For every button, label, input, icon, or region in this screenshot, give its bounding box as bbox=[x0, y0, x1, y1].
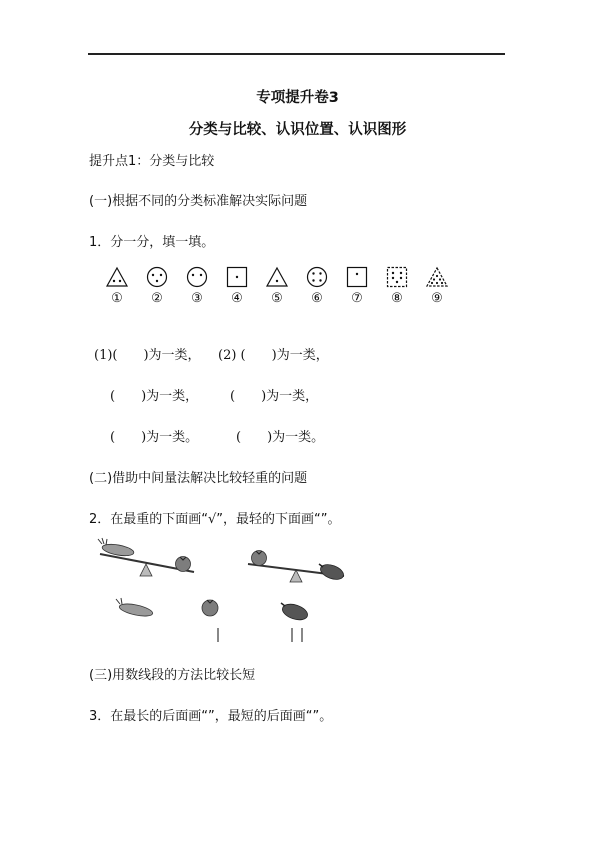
shape-item-4 bbox=[224, 266, 250, 306]
tomato-icon bbox=[202, 600, 218, 616]
balance-scale-1 bbox=[98, 538, 194, 576]
shape-item-3 bbox=[184, 266, 210, 306]
page-subtitle: 分类与比较、认识位置、认识图形 bbox=[188, 122, 407, 138]
question-3: 3．在最长的后面画“”，最短的后面画“”。 bbox=[89, 709, 333, 724]
shape-number: ⑨ bbox=[431, 291, 443, 306]
blank-row-3-a[interactable]: ( )为一类。 bbox=[110, 430, 199, 445]
shape-item-9 bbox=[424, 266, 450, 306]
shape-item-8 bbox=[384, 266, 410, 306]
improvement-point: 提升点1：分类与比较 bbox=[89, 154, 215, 169]
blank-row-3-b[interactable]: ( )为一类。 bbox=[236, 430, 325, 445]
shape-number: ④ bbox=[231, 291, 243, 306]
shape-number: ① bbox=[111, 291, 123, 306]
blank-row-1-a[interactable]: (1)( )为一类， bbox=[94, 348, 201, 363]
section-3-heading: (三)用数线段的方法比较长短 bbox=[89, 668, 256, 683]
triangle-dots-icon bbox=[425, 266, 449, 288]
balance-scale-2 bbox=[248, 551, 345, 583]
triangle-icon bbox=[105, 266, 129, 288]
shape-item-2 bbox=[144, 266, 170, 306]
question-2: 2．在最重的下面画“√”，最轻的下面画“”。 bbox=[89, 512, 341, 527]
tomato-icon bbox=[252, 551, 267, 566]
blank-row-2-b[interactable]: ( )为一类， bbox=[230, 389, 319, 404]
square-dot-icon bbox=[345, 266, 369, 288]
shape-number: ⑤ bbox=[271, 291, 283, 306]
eggplant-icon bbox=[319, 562, 346, 582]
page-title: 专项提升卷3 bbox=[256, 90, 339, 106]
shape-row bbox=[104, 266, 454, 316]
shape-number: ② bbox=[151, 291, 163, 306]
circle-dots-icon bbox=[145, 266, 169, 288]
tomato-icon bbox=[176, 557, 191, 572]
shape-number: ⑧ bbox=[391, 291, 403, 306]
eggplant-icon bbox=[280, 601, 309, 622]
header-rule bbox=[88, 53, 505, 55]
square-dots-icon bbox=[385, 266, 409, 288]
shape-item-1 bbox=[104, 266, 130, 306]
shape-item-7 bbox=[344, 266, 370, 306]
circle-dots-icon bbox=[305, 266, 329, 288]
shape-item-6 bbox=[304, 266, 330, 306]
shape-number: ⑦ bbox=[351, 291, 363, 306]
section-1-heading: (一)根据不同的分类标准解决实际问题 bbox=[89, 194, 308, 209]
blank-row-2-a[interactable]: ( )为一类， bbox=[110, 389, 199, 404]
shape-item-5 bbox=[264, 266, 290, 306]
section-2-heading: (二)借助中间量法解决比较轻重的问题 bbox=[89, 471, 308, 486]
carrot-icon bbox=[116, 598, 154, 618]
balance-illustration bbox=[96, 536, 356, 648]
question-1: 1．分一分，填一填。 bbox=[89, 235, 215, 250]
blank-row-1-b[interactable]: (2) ( )为一类， bbox=[218, 348, 329, 363]
shape-number: ⑥ bbox=[311, 291, 323, 306]
triangle-icon bbox=[265, 266, 289, 288]
shape-number: ③ bbox=[191, 291, 203, 306]
square-dot-icon bbox=[225, 266, 249, 288]
circle-dots-icon bbox=[185, 266, 209, 288]
